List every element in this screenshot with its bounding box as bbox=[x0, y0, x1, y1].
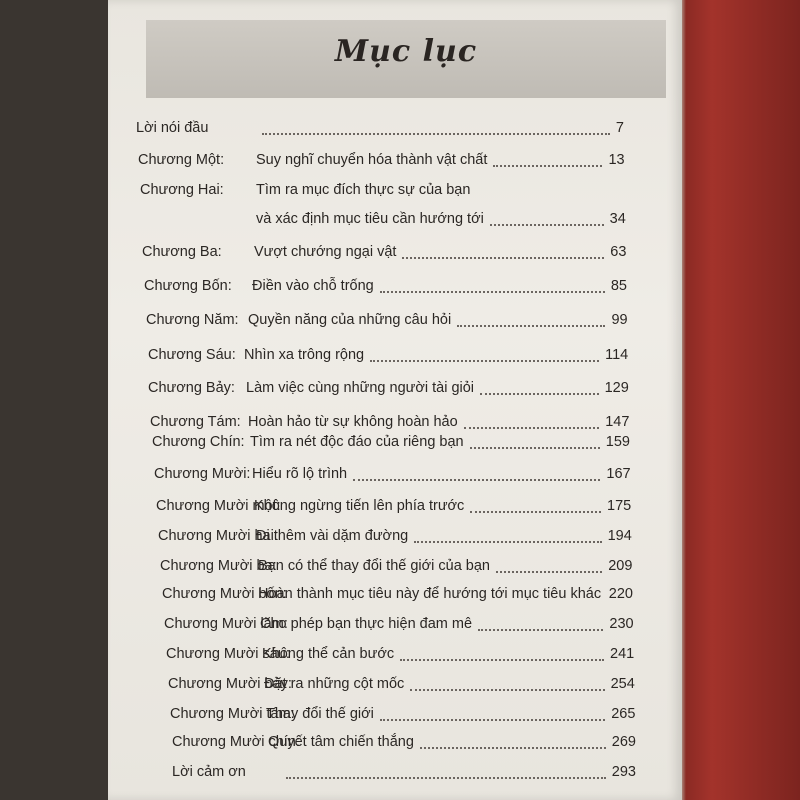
toc-entry bbox=[108, 702, 682, 726]
toc-chapter-label: Chương Mười: bbox=[154, 466, 251, 482]
toc-chapter-label: Chương Tám: bbox=[150, 414, 241, 430]
toc-chapter-title: Đi thêm vài dặm đường bbox=[256, 528, 409, 544]
toc-chapter-label: Chương Ba: bbox=[142, 244, 222, 260]
toc-page-number: 254 bbox=[610, 676, 635, 692]
toc-chapter-title: Hiểu rõ lộ trình bbox=[252, 466, 348, 482]
dotted-leader bbox=[380, 717, 605, 721]
dotted-leader bbox=[457, 323, 605, 327]
toc-entry bbox=[108, 462, 682, 486]
dotted-leader bbox=[420, 745, 606, 749]
toc-entry bbox=[108, 642, 682, 666]
toc-chapter-title: Thay đổi thế giới bbox=[266, 706, 374, 722]
toc-chapter-title: Vượt chướng ngại vật bbox=[254, 244, 397, 260]
dotted-leader bbox=[370, 358, 599, 362]
toc-chapter-title: Bạn có thể thay đổi thế giới của bạn bbox=[258, 558, 490, 574]
dotted-leader bbox=[262, 131, 610, 135]
toc-chapter-title: Điền vào chỗ trống bbox=[252, 278, 374, 294]
toc-entry bbox=[108, 672, 682, 696]
toc-chapter-label: Chương Một: bbox=[138, 152, 225, 168]
book-cover-edge bbox=[672, 0, 800, 800]
toc-chapter-title: Hoàn thành mục tiêu này để hướng tới mục tiêu khác bbox=[258, 586, 602, 602]
toc-page-number: 63 bbox=[610, 244, 627, 260]
toc-page-number: 265 bbox=[611, 706, 636, 722]
dotted-leader bbox=[493, 163, 602, 167]
toc-chapter-label: Chương Bảy: bbox=[148, 380, 235, 396]
toc-entry bbox=[108, 274, 682, 298]
toc-chapter-title: Quyền năng của những câu hỏi bbox=[248, 312, 452, 328]
toc-page-number: 230 bbox=[609, 616, 634, 632]
toc-page-number: 167 bbox=[606, 466, 631, 482]
toc-chapter-title: và xác định mục tiêu cần hướng tới bbox=[256, 211, 484, 227]
toc-chapter-label: Chương Hai: bbox=[140, 182, 224, 198]
toc-page-number: 147 bbox=[605, 414, 630, 430]
toc-chapter-label: Chương Mười ba: bbox=[160, 558, 277, 574]
toc-chapter-label: Chương Mười lăm: bbox=[164, 616, 288, 632]
dotted-leader bbox=[400, 657, 604, 661]
toc-page-number: 85 bbox=[610, 278, 627, 294]
dotted-leader bbox=[410, 687, 605, 691]
toc-page-number: 99 bbox=[611, 312, 628, 328]
toc-chapter-label: Chương Năm: bbox=[146, 312, 239, 328]
dotted-leader bbox=[380, 289, 605, 293]
toc-entry bbox=[108, 554, 682, 578]
toc-page-number: 241 bbox=[610, 646, 635, 662]
toc-chapter-title: Suy nghĩ chuyển hóa thành vật chất bbox=[256, 152, 488, 168]
toc-entry bbox=[108, 148, 682, 172]
toc-page-number: 13 bbox=[608, 152, 625, 168]
toc-entry bbox=[108, 612, 682, 636]
toc-entry bbox=[108, 376, 682, 400]
toc-entry bbox=[108, 494, 682, 518]
toc-chapter-label: Lời cảm ơn bbox=[172, 764, 246, 780]
toc-page-number: 194 bbox=[607, 528, 632, 544]
toc-page-number: 129 bbox=[604, 380, 629, 396]
toc-page-number: 220 bbox=[608, 586, 633, 602]
toc-entry bbox=[108, 116, 682, 140]
table-of-contents bbox=[108, 0, 682, 800]
toc-page-number: 209 bbox=[608, 558, 633, 574]
toc-page-number: 293 bbox=[611, 764, 636, 780]
toc-chapter-label: Chương Chín: bbox=[152, 434, 245, 450]
toc-chapter-title: Không thể cản bước bbox=[262, 646, 395, 662]
toc-chapter-title: Hoàn hảo từ sự không hoàn hảo bbox=[248, 414, 458, 430]
dotted-leader bbox=[286, 775, 606, 779]
toc-chapter-label: Lời nói đầu bbox=[136, 120, 209, 136]
toc-entry bbox=[108, 308, 682, 332]
toc-chapter-title: Đặt ra những cột mốc bbox=[264, 676, 405, 692]
toc-chapter-title: Cho phép bạn thực hiện đam mê bbox=[260, 616, 473, 632]
toc-chapter-label: Chương Sáu: bbox=[148, 347, 236, 363]
toc-entry bbox=[108, 524, 682, 548]
page-title: Mục lục bbox=[334, 34, 478, 69]
toc-chapter-label: Chương Mười bốn: bbox=[162, 586, 287, 602]
toc-entry bbox=[108, 207, 682, 231]
dotted-leader bbox=[480, 391, 599, 395]
dotted-leader bbox=[470, 445, 600, 449]
toc-entry bbox=[108, 343, 682, 367]
toc-entry bbox=[108, 430, 682, 454]
toc-entry bbox=[108, 582, 682, 606]
dotted-leader bbox=[414, 539, 602, 543]
toc-chapter-label: Chương Mười bảy: bbox=[168, 676, 292, 692]
book-page bbox=[108, 0, 682, 800]
toc-chapter-label: Chương Mười một: bbox=[156, 498, 281, 514]
toc-entry bbox=[108, 178, 682, 202]
toc-chapter-label: Chương Mười sáu: bbox=[166, 646, 290, 662]
dotted-leader bbox=[496, 569, 602, 573]
toc-entry bbox=[108, 240, 682, 264]
toc-chapter-label: Chương Mười chín: bbox=[172, 734, 300, 750]
dotted-leader bbox=[464, 425, 599, 429]
toc-entry bbox=[108, 730, 682, 754]
toc-chapter-title: Không ngừng tiến lên phía trước bbox=[254, 498, 465, 514]
dotted-leader bbox=[478, 627, 603, 631]
toc-chapter-title: Tìm ra nét độc đáo của riêng bạn bbox=[250, 434, 464, 450]
toc-page-number: 159 bbox=[605, 434, 630, 450]
toc-page-number: 34 bbox=[609, 211, 626, 227]
toc-page-number: 269 bbox=[611, 734, 636, 750]
toc-entry bbox=[108, 760, 682, 784]
toc-chapter-label: Chương Mười hai: bbox=[158, 528, 278, 544]
toc-page-number: 175 bbox=[607, 498, 632, 514]
dotted-leader bbox=[353, 477, 600, 481]
toc-chapter-label: Chương Mười tám: bbox=[170, 706, 295, 722]
toc-chapter-title: Làm việc cùng những người tài giỏi bbox=[246, 380, 475, 396]
dotted-leader bbox=[470, 509, 601, 513]
toc-chapter-label: Chương Bốn: bbox=[144, 278, 232, 294]
toc-chapter-title: Quyết tâm chiến thắng bbox=[268, 734, 414, 750]
toc-chapter-title: Tìm ra mục đích thực sự của bạn bbox=[256, 182, 471, 198]
toc-page-number: 114 bbox=[605, 347, 629, 363]
dotted-leader bbox=[402, 255, 604, 259]
dotted-leader bbox=[490, 222, 604, 226]
toc-chapter-title: Nhìn xa trông rộng bbox=[244, 347, 365, 363]
toc-page-number: 7 bbox=[615, 120, 624, 136]
